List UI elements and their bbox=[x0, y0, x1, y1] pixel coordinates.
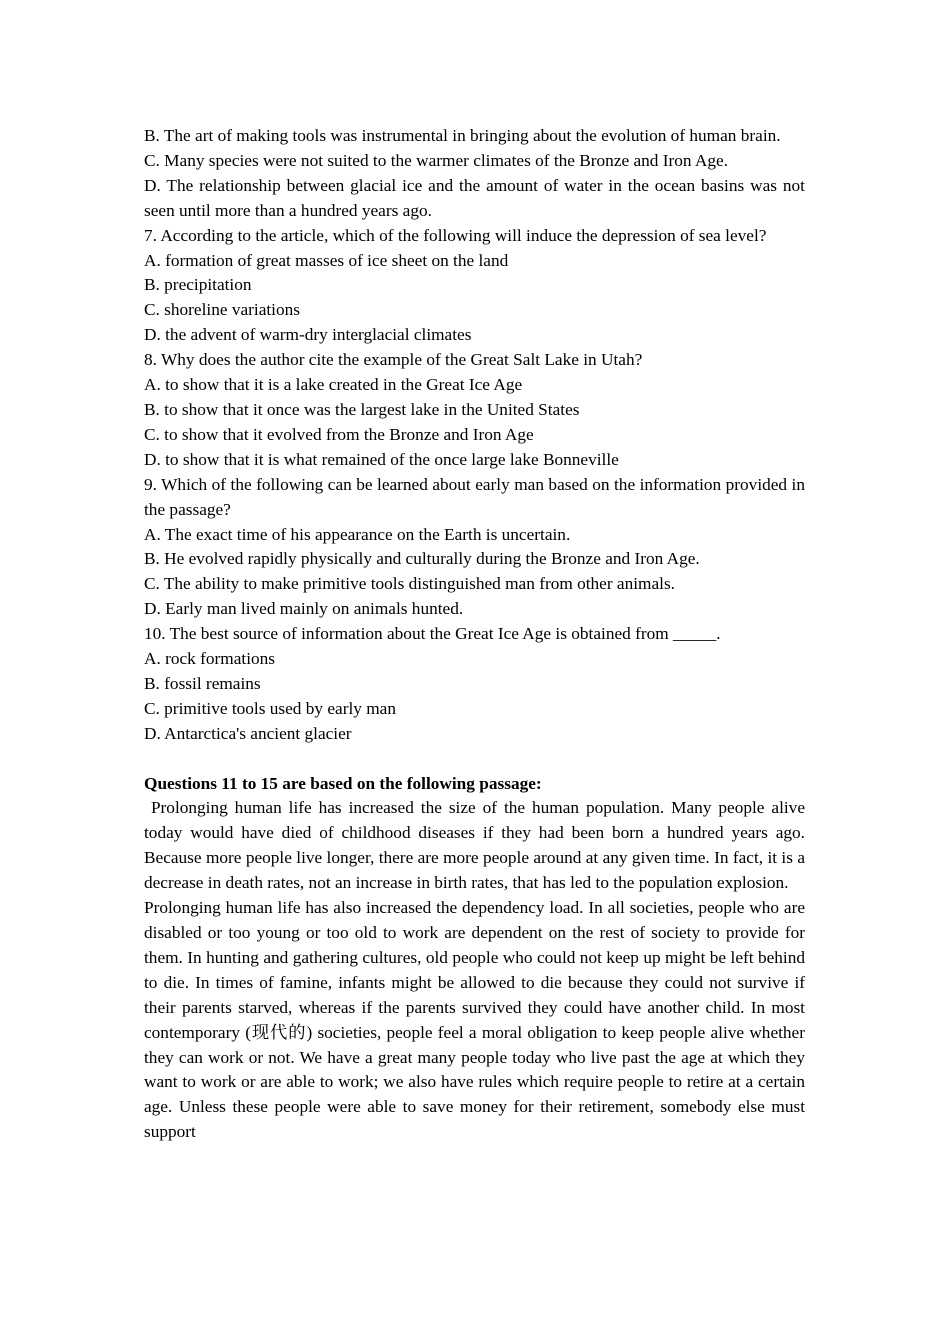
q10-question: 10. The best source of information about the Great Ice Age is obtained from _____. bbox=[144, 624, 721, 644]
q8-option-a: A. to show that it is a lake created in the Great Ice Age bbox=[144, 375, 523, 395]
q10-option-a: A. rock formations bbox=[144, 649, 276, 669]
q8-option-b: B. to show that it once was the largest lake in the United States bbox=[144, 399, 580, 419]
q6-option-b: B. The art of making tools was instrumental in bringing about the evolution of human brain. bbox=[144, 126, 781, 145]
q7-option-d: D. the advent of warm-dry interglacial climates bbox=[144, 325, 472, 345]
q10-option-b: B. fossil remains bbox=[144, 673, 261, 693]
q9-option-b: B. He evolved rapidly physically and culturally during the Bronze and Iron Age. bbox=[144, 549, 700, 569]
q6-option-d: D. The relationship between glacial ice and the amount of water in the ocean basins was not seen until more than a hundred years ago. bbox=[144, 175, 805, 220]
q7-option-a: A. formation of great masses of ice sheet on the land bbox=[144, 250, 509, 270]
q6-option-c: C. Many species were not suited to the warmer climates of the Bronze and Iron Age. bbox=[144, 150, 729, 170]
q7-option-b: B. precipitation bbox=[144, 275, 252, 295]
q8-option-d: D. to show that it is what remained of the once large lake Bonneville bbox=[144, 449, 619, 469]
blank-line bbox=[144, 747, 805, 772]
q9-question: 9. Which of the following can be learned about early man based on the information provided in the passage? bbox=[144, 474, 805, 519]
q7-option-c: C. shoreline variations bbox=[144, 300, 300, 320]
q10-option-d: D. Antarctica's ancient glacier bbox=[144, 723, 352, 743]
q9-option-a: A. The exact time of his appearance on the Earth is uncertain. bbox=[144, 524, 571, 544]
document-page bbox=[144, 124, 810, 1145]
q9-option-c: C. The ability to make primitive tools distinguished man from other animals. bbox=[144, 574, 676, 594]
q7-question: 7. According to the article, which of the following will induce the depression of sea level? bbox=[144, 225, 767, 245]
passage-paragraph-1: Prolonging human life has increased the size of the human population. Many people alive today would have died of childhood diseases if they had been born a hundred years ago. Because more people live longer, there are more people around at any given time. In fact, it is a decrease in death rates, not an increase in birth rates, that has led to the population explosion. bbox=[144, 798, 810, 893]
q10-option-c: C. primitive tools used by early man bbox=[144, 698, 396, 718]
passage-paragraph-2: Prolonging human life has also increased the dependency load. In all societies, people who are disabled or too young or too old to work are dependent on the rest of society to provide for them. In hunting and gathering cultures, old people who could not keep up might be left behind to die. In times of famine, infants might be allowed to die because they could not survive if their parents starved, whereas if the parents survived they could have another child. In most contemporary (现代的) societies, people feel a moral obligation to keep people alive whether they can work or not. We have a great many people today who live past the age at which they want to work or are able to work; we also have rules which require people to retire at a certain age. Unless these people were able to save money for their retirement, somebody else must support bbox=[144, 898, 805, 1142]
q8-option-c: C. to show that it evolved from the Bronze and Iron Age bbox=[144, 424, 534, 444]
q8-question: 8. Why does the author cite the example of the Great Salt Lake in Utah? bbox=[144, 350, 643, 370]
passage-heading: Questions 11 to 15 are based on the following passage: bbox=[144, 773, 542, 793]
q9-option-d: D. Early man lived mainly on animals hunted. bbox=[144, 599, 464, 619]
